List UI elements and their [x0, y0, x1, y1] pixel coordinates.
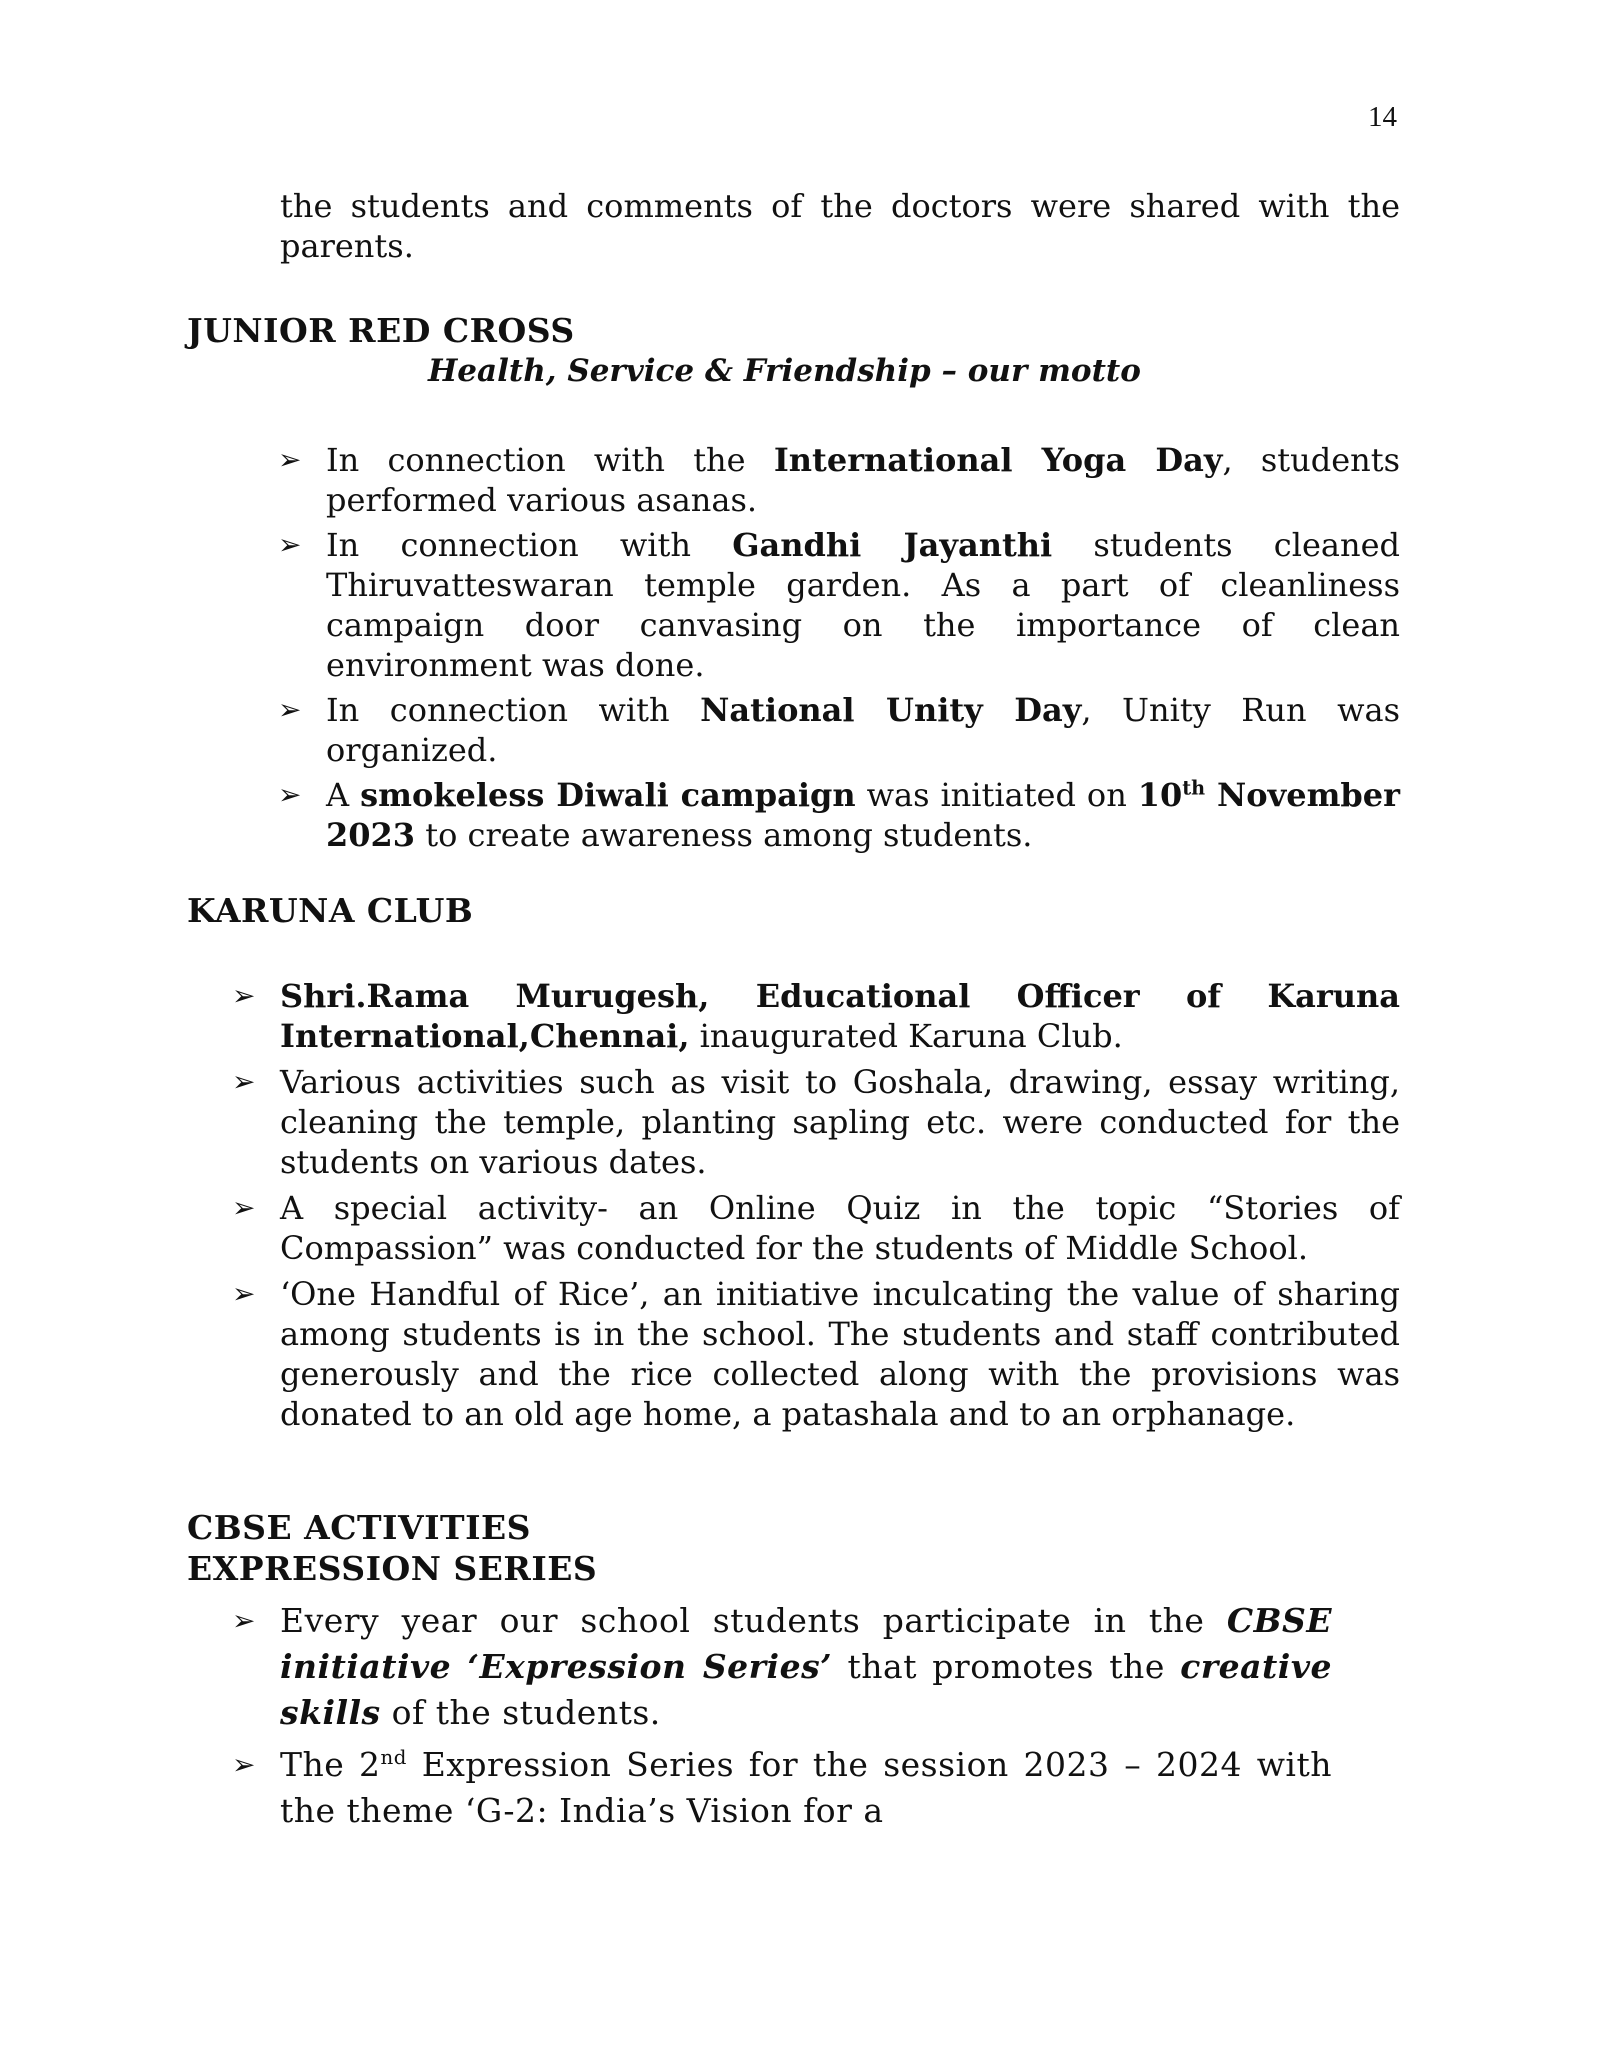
- bullet-arrow-icon: ➢: [278, 528, 302, 561]
- bullet-arrow-icon: ➢: [232, 1191, 256, 1224]
- junior-red-cross-list: [278, 440, 1401, 860]
- list-item: ➢ In connection with Gandhi Jayanthi students cleaned Thiruvatteswaran temple garden. As a part of cleanliness campaign door canvasing on the importance of clean environment was done.: [278, 526, 1401, 684]
- list-item: ➢ In connection with the International Yoga Day, students performed various asanas.: [278, 441, 1401, 519]
- bullet-arrow-icon: ➢: [232, 1748, 256, 1781]
- list-item: ➢ ‘One Handful of Rice’, an initiative inculcating the value of sharing among students is in the school. The students and staff contributed generously and the rice collected along with the provisions was donated to an old age home, a patashala and to an orphanage.: [232, 1275, 1400, 1433]
- section-heading-cbse-activities: CBSE ACTIVITIES: [187, 1508, 532, 1547]
- list-item: ➢ The 2nd Expression Series for the session 2023 – 2024 with the theme ‘G-2: India’s Vision for a: [280, 1742, 1332, 1834]
- section-subheading-expression-series: EXPRESSION SERIES: [187, 1549, 598, 1588]
- bullet-arrow-icon: ➢: [232, 1065, 256, 1098]
- section-heading-junior-red-cross: JUNIOR RED CROSS: [187, 311, 575, 350]
- bullet-arrow-icon: ➢: [232, 1277, 256, 1310]
- bullet-arrow-icon: ➢: [278, 693, 302, 726]
- bullet-arrow-icon: ➢: [232, 1604, 256, 1637]
- bullet-arrow-icon: ➢: [278, 443, 302, 476]
- intro-text: the students and comments of the doctors were shared with the parents.: [280, 187, 1400, 265]
- list-item: ➢ Shri.Rama Murugesh, Educational Officer of Karuna International,Chennai, inaugurated Karuna Club.: [232, 977, 1400, 1055]
- list-item: ➢ A special activity- an Online Quiz in the topic “Stories of Compassion” was conducted for the students of Middle School.: [232, 1189, 1400, 1267]
- section-motto: Health, Service & Friendship – our motto: [428, 353, 1141, 389]
- bullet-arrow-icon: ➢: [232, 979, 256, 1012]
- cbse-activities-list: [232, 1598, 1333, 1840]
- karuna-club-list: [232, 976, 1400, 1440]
- bullet-arrow-icon: ➢: [278, 778, 302, 811]
- section-heading-karuna-club: KARUNA CLUB: [187, 891, 474, 930]
- list-item: ➢ Every year our school students participate in the CBSE initiative ‘Expression Series’ that promotes the creative skills of the students.: [280, 1598, 1332, 1736]
- list-item: ➢ A smokeless Diwali campaign was initiated on 10th November 2023 to create awareness among students.: [278, 776, 1401, 854]
- list-item: ➢ Various activities such as visit to Goshala, drawing, essay writing, cleaning the temple, planting sapling etc. were conducted for the students on various dates.: [232, 1063, 1400, 1181]
- intro-paragraph: [280, 186, 1400, 266]
- list-item: ➢ In connection with National Unity Day, Unity Run was organized.: [278, 691, 1401, 769]
- page-number: 14: [1368, 101, 1397, 133]
